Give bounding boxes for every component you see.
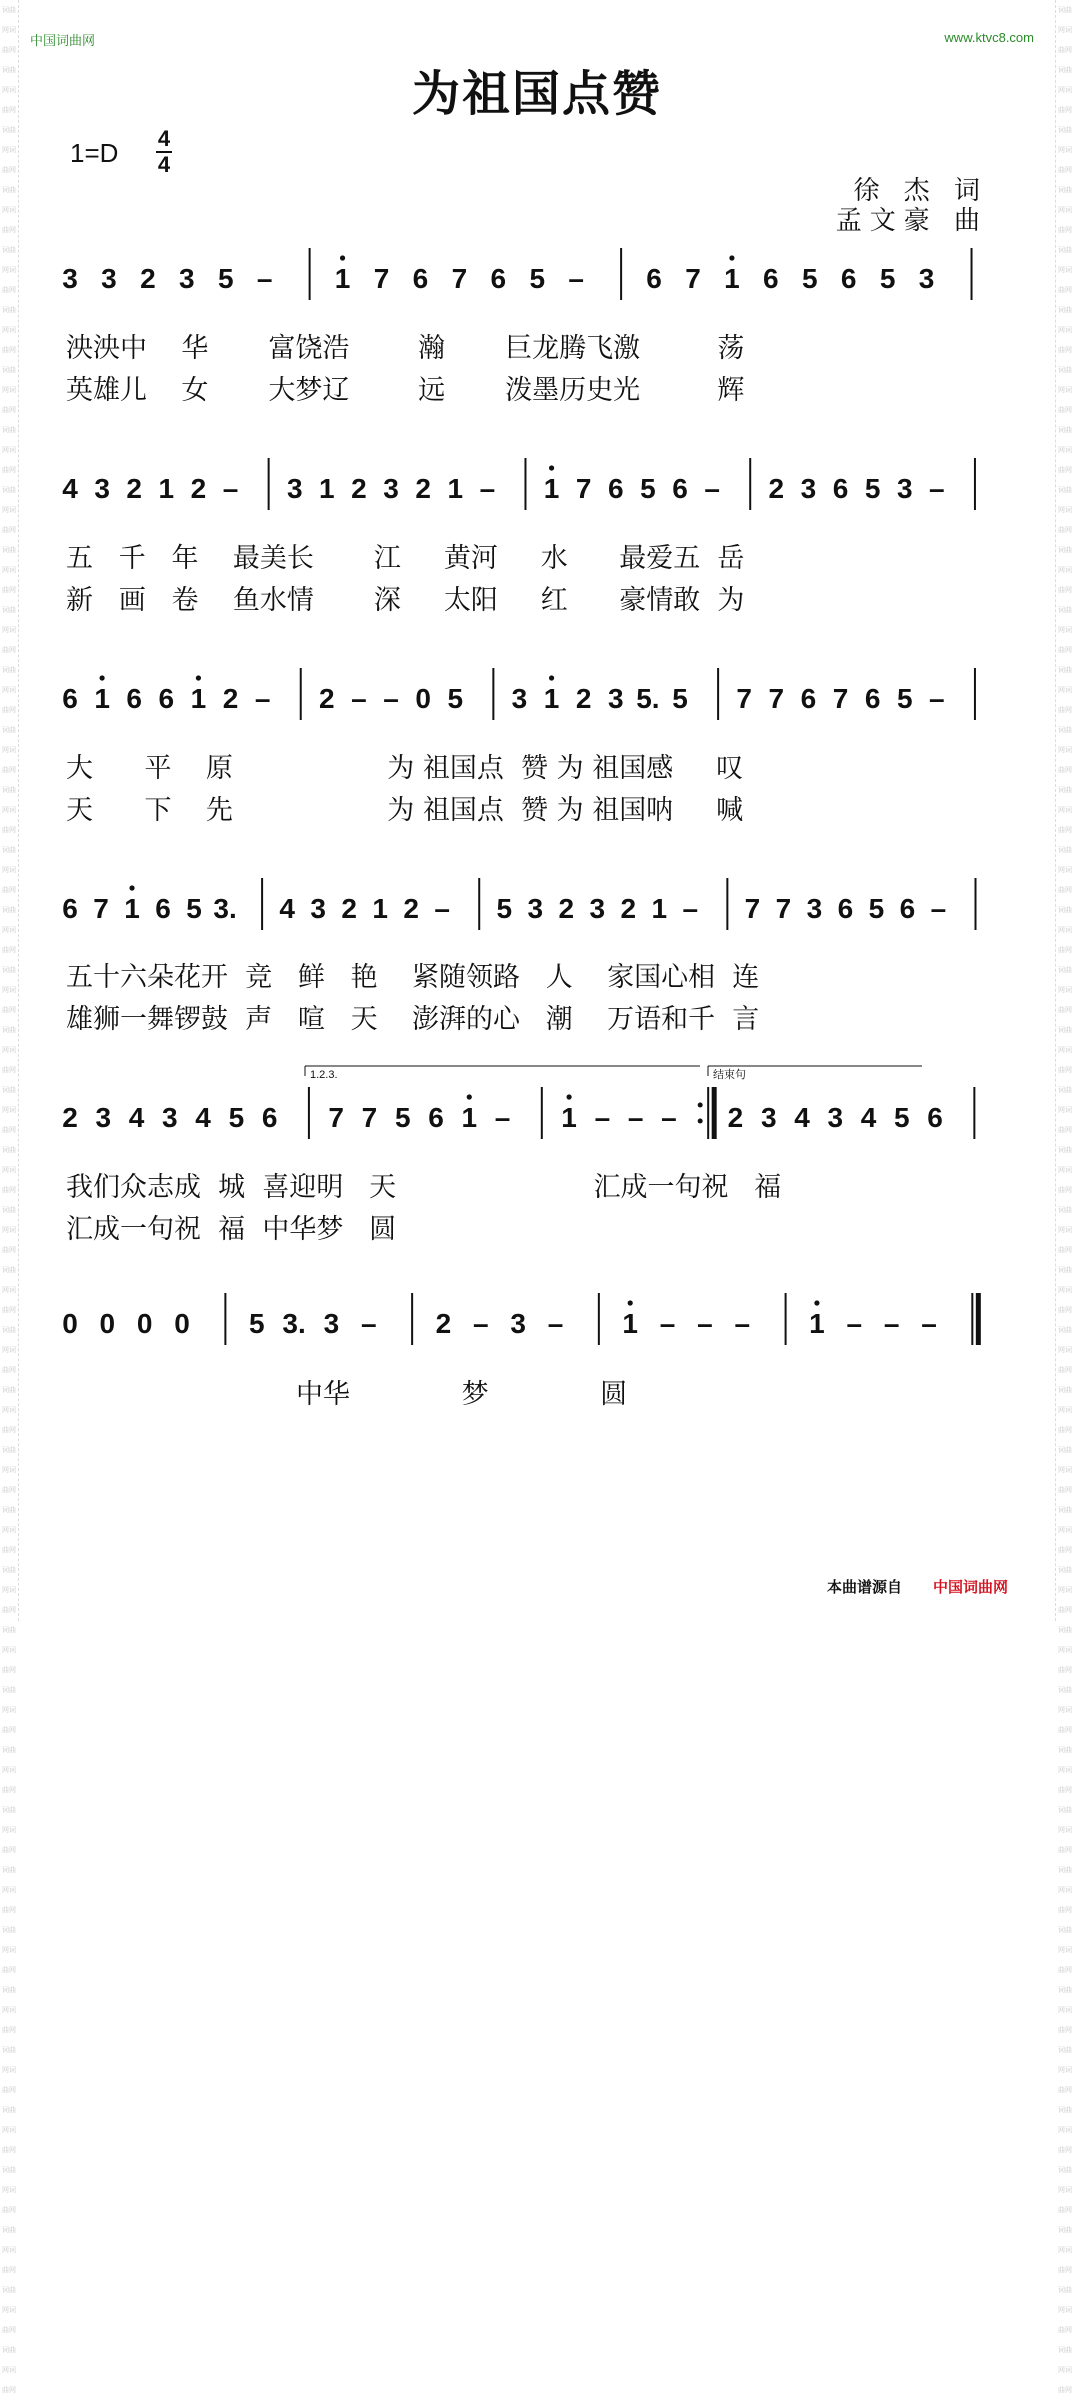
note: 6 [837, 893, 854, 924]
note: 1 [190, 683, 207, 714]
note: 3 [94, 473, 110, 504]
note: 4 [62, 473, 78, 504]
note: 3 [806, 893, 823, 924]
note: 6 [490, 263, 507, 294]
note: 7 [373, 263, 390, 294]
note: 6 [864, 683, 881, 714]
note: 5 [801, 263, 818, 294]
note: 6 [261, 1102, 278, 1133]
note: 2 [403, 893, 419, 924]
note: 2 [575, 683, 592, 714]
octave-dot [467, 1094, 472, 1099]
note: 5 [894, 1102, 910, 1133]
note: 7 [93, 893, 109, 924]
note: 2 [768, 473, 785, 504]
note: 5 [447, 683, 464, 714]
lyric-line: 我们众志成 城 喜迎明 天 汇成一句祝 福 [66, 1172, 782, 1203]
note: 2 [62, 1102, 78, 1133]
note: 7 [361, 1102, 378, 1133]
note: 0 [99, 1308, 116, 1339]
dash-note: – [360, 1308, 377, 1339]
note: 4 [794, 1102, 810, 1133]
volta-label: 结束句 [713, 1069, 746, 1081]
dash-note: – [929, 683, 945, 714]
note: 2 [319, 683, 335, 714]
note: 2 [435, 1308, 452, 1339]
note: 1 [319, 473, 335, 504]
site-url[interactable]: www.ktvc8.com [944, 30, 1034, 45]
meter-top: 4 [157, 126, 171, 151]
note: 3 [162, 1102, 178, 1133]
footer-source-label: 本曲谱源自 [826, 1578, 902, 1596]
dash-note: – [697, 1308, 713, 1339]
note: 5 [868, 893, 885, 924]
note: 0 [62, 1308, 78, 1339]
note: 4 [279, 893, 295, 924]
note: 5 [496, 893, 513, 924]
note: 5 [672, 683, 688, 714]
dash-note: – [659, 1308, 676, 1339]
lyric-line: 大 平 原 为 祖国点 赞 为 祖国感 叹 [66, 753, 744, 784]
lyric-line: 英雄儿 女 大梦辽 远 泼墨历史光 辉 [66, 375, 745, 406]
note: 5 [186, 893, 202, 924]
meter-bottom: 4 [157, 152, 171, 177]
dash-note: – [254, 683, 271, 714]
note: 1 [561, 1102, 577, 1133]
note: 6 [646, 263, 662, 294]
dash-note: – [256, 263, 273, 294]
dash-note: – [929, 473, 945, 504]
key-signature: 1=D [70, 138, 119, 168]
note: 3 [179, 263, 195, 294]
note: 2 [415, 473, 431, 504]
lyric-line: 汇成一句祝 福 中华梦 圆 [66, 1214, 397, 1245]
note: 1 [158, 473, 175, 504]
note: 5 [248, 1308, 265, 1339]
octave-dot [729, 255, 734, 260]
note: 5 [896, 683, 913, 714]
lyricist-credit: 徐 杰 词 [853, 176, 988, 206]
note: 2 [126, 473, 142, 504]
dash-note: – [846, 1308, 863, 1339]
note: 6 [763, 263, 779, 294]
note: 3 [527, 893, 544, 924]
octave-dot [129, 885, 134, 890]
dash-note: – [627, 1102, 644, 1133]
note: 6 [62, 683, 78, 714]
dash-note: – [661, 1102, 677, 1133]
note: 3 [95, 1102, 112, 1133]
note: 2 [351, 473, 367, 504]
octave-dot [196, 675, 201, 680]
note: 5 [529, 263, 546, 294]
lyric-line: 泱泱中 华 富饶浩 瀚 巨龙腾飞激 荡 [66, 333, 745, 364]
note: 3. [213, 893, 237, 924]
dash-note: – [704, 473, 720, 504]
octave-dot [340, 255, 345, 260]
dash-note: – [222, 473, 239, 504]
note: 3 [760, 1102, 777, 1133]
left-watermark-strip: 词曲网词曲网词曲网词曲网词曲网词曲网词曲网词曲网词曲网词曲网词曲网词曲网词曲网词曲网词曲网词曲网词曲网词曲网词曲网词曲网词曲网词曲网词曲网词曲网词曲网词曲网词曲网词曲网词曲网词曲网词曲网词曲网词曲网词曲网词曲网词曲网词曲网词曲网词曲网词曲网词曲网词曲网词曲网词曲网词曲网词曲网词曲网词曲网词曲网词曲网词曲网词曲网词曲网词曲网词曲网词曲网词曲网词曲网词曲网词曲网词曲网词曲网词曲网词曲网词曲网词曲网词曲网词曲网词曲网词曲网词曲网词曲网词曲网词曲网词曲网词曲网词曲网词曲网词曲网词曲网 [0, 0, 19, 1621]
dash-note: – [930, 893, 947, 924]
octave-dot [100, 675, 105, 680]
note: 3 [286, 473, 303, 504]
dash-note: – [734, 1308, 751, 1339]
lyric-line: 雄狮一舞锣鼓 声 喧 天 澎湃的心 潮 万语和千 言 [66, 1004, 760, 1035]
note: 5 [217, 263, 234, 294]
dash-note: – [547, 1308, 564, 1339]
dash-note: – [494, 1102, 511, 1133]
dash-note: – [383, 683, 399, 714]
note: 6 [608, 473, 624, 504]
note: 2 [620, 893, 637, 924]
note: 2 [222, 683, 239, 714]
note: 0 [174, 1308, 190, 1339]
note: 7 [775, 893, 792, 924]
note: 2 [727, 1102, 744, 1133]
note: 0 [415, 683, 431, 714]
note: 4 [128, 1102, 145, 1133]
dash-note: – [921, 1308, 937, 1339]
note: 3 [608, 683, 624, 714]
note: 3 [62, 263, 78, 294]
note: 1 [334, 263, 351, 294]
note: 6 [126, 683, 142, 714]
note: 7 [832, 683, 849, 714]
note: 3 [827, 1102, 844, 1133]
note: 1 [724, 263, 740, 294]
octave-dot [628, 1300, 633, 1305]
note: 6 [899, 893, 916, 924]
octave-dot [549, 675, 554, 680]
note: 2 [140, 263, 156, 294]
note: 6 [800, 683, 817, 714]
note: 1 [461, 1102, 478, 1133]
dash-note: – [568, 263, 584, 294]
note: 5. [636, 683, 660, 714]
note: 4 [860, 1102, 877, 1133]
note: 3 [511, 683, 528, 714]
dash-note: – [594, 1102, 611, 1133]
note: 1 [94, 683, 110, 714]
note: 3. [282, 1308, 306, 1339]
dash-note: – [883, 1308, 900, 1339]
note: 1 [622, 1308, 638, 1339]
note: 3 [323, 1308, 340, 1339]
note: 6 [62, 893, 78, 924]
repeat-dot [698, 1119, 703, 1124]
dash-note: – [473, 1308, 489, 1339]
note: 1 [809, 1308, 825, 1339]
note: 7 [768, 683, 785, 714]
note: 7 [328, 1102, 344, 1133]
note: 3 [918, 263, 935, 294]
dash-note: – [351, 683, 367, 714]
note: 3 [800, 473, 817, 504]
note: 6 [832, 473, 849, 504]
note: 5 [228, 1102, 245, 1133]
note: 6 [840, 263, 857, 294]
dash-note: – [479, 473, 496, 504]
repeat-dot [698, 1103, 703, 1108]
note: 1 [372, 893, 388, 924]
note: 7 [744, 893, 761, 924]
note: 5 [864, 473, 881, 504]
site-name[interactable]: 中国词曲网 [30, 34, 96, 49]
octave-dot [814, 1300, 819, 1305]
note: 2 [190, 473, 207, 504]
note: 4 [195, 1102, 211, 1133]
dash-note: – [682, 893, 699, 924]
note: 3 [101, 263, 117, 294]
note: 6 [155, 893, 171, 924]
right-watermark-strip: 词曲网词曲网词曲网词曲网词曲网词曲网词曲网词曲网词曲网词曲网词曲网词曲网词曲网词曲网词曲网词曲网词曲网词曲网词曲网词曲网词曲网词曲网词曲网词曲网词曲网词曲网词曲网词曲网词曲网词曲网词曲网词曲网词曲网词曲网词曲网词曲网词曲网词曲网词曲网词曲网词曲网词曲网词曲网词曲网词曲网词曲网词曲网词曲网词曲网词曲网词曲网词曲网词曲网词曲网词曲网词曲网词曲网词曲网词曲网词曲网词曲网词曲网词曲网词曲网词曲网词曲网词曲网词曲网词曲网词曲网词曲网词曲网词曲网词曲网词曲网词曲网词曲网词曲网词曲网词曲网 [1055, 0, 1074, 1621]
note: 6 [672, 473, 688, 504]
note: 7 [575, 473, 592, 504]
dash-note: – [434, 893, 450, 924]
note: 3 [310, 893, 326, 924]
note: 3 [510, 1308, 526, 1339]
song-title: 为祖国点赞 [411, 66, 662, 122]
note: 1 [651, 893, 668, 924]
volta-label: 1.2.3. [310, 1069, 338, 1081]
lyric-line: 中华 梦 圆 [296, 1379, 628, 1410]
note: 1 [124, 893, 140, 924]
note: 3 [896, 473, 913, 504]
note: 1 [543, 473, 560, 504]
note: 1 [543, 683, 560, 714]
note: 5 [394, 1102, 411, 1133]
note: 2 [558, 893, 575, 924]
lyric-line: 天 下 先 为 祖国点 赞 为 祖国呐 喊 [66, 795, 744, 826]
note: 2 [341, 893, 357, 924]
note: 3 [383, 473, 399, 504]
note: 6 [158, 683, 175, 714]
note: 3 [589, 893, 606, 924]
note: 1 [447, 473, 464, 504]
note: 5 [879, 263, 896, 294]
note: 7 [451, 263, 468, 294]
note: 6 [428, 1102, 444, 1133]
octave-dot [566, 1094, 571, 1099]
footer-site-link[interactable]: 中国词曲网 [932, 1578, 1008, 1596]
note: 6 [412, 263, 429, 294]
note: 0 [136, 1308, 153, 1339]
note: 7 [685, 263, 701, 294]
octave-dot [549, 465, 554, 470]
lyric-line: 五 千 年 最美长 江 黄河 水 最爱五 岳 [66, 543, 745, 574]
note: 7 [736, 683, 752, 714]
composer-credit: 孟文豪 曲 [835, 206, 988, 236]
note: 5 [640, 473, 656, 504]
lyric-line: 五十六朵花开 竞 鲜 艳 紧随领路 人 家国心相 连 [66, 962, 760, 993]
note: 6 [927, 1102, 943, 1133]
lyric-line: 新 画 卷 鱼水情 深 太阳 红 豪情敢 为 [66, 585, 745, 616]
